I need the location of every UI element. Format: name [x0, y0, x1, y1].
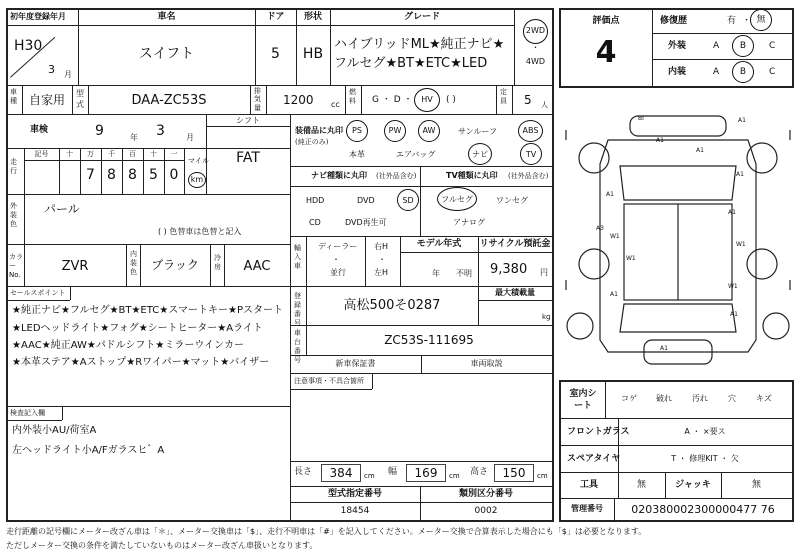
interior-color-label: 内装色 — [130, 250, 137, 277]
grade-label: グレード — [403, 12, 440, 22]
diagram-mark: W1 — [728, 283, 738, 290]
diagram-mark: A1 — [696, 147, 704, 154]
diagram-mark: BI — [638, 115, 644, 122]
recycle-yen: 円 — [540, 268, 548, 277]
first-reg-year: H30 — [14, 38, 43, 54]
sales-point: ★LEDヘッドライト★フォグ★シートヒーター★Aライト — [12, 323, 263, 334]
mgmt-no: 020380002300000477 76 — [631, 503, 775, 516]
shift-label: シフト — [236, 116, 260, 125]
diagram-mark: A1 — [660, 345, 668, 352]
diagram-mark: W1 — [736, 241, 746, 248]
model-label: 型式 — [76, 89, 84, 110]
tools-label: 工具 — [579, 480, 598, 490]
equipment-sub: (純正のみ) — [295, 138, 329, 146]
seat-option: 穴 — [728, 394, 736, 403]
manual: 車両取説 — [470, 359, 503, 368]
tv-type-label: TV種類に丸印 — [446, 171, 498, 180]
repair-yes: 有 — [727, 16, 737, 26]
mgmt-label: 管理番号 — [571, 504, 603, 513]
equipment-aw: AW — [422, 126, 436, 135]
score-label: 評価点 — [592, 16, 620, 26]
length-label: 長さ — [294, 467, 313, 477]
displacement-label: 排気量 — [254, 87, 261, 112]
type-designation-label: 型式指定番号 — [327, 489, 382, 499]
import-dot: ・ — [332, 255, 340, 264]
type-designation: 18454 — [340, 506, 370, 516]
interior-grade-label: 内装 — [668, 67, 687, 77]
diagram-mark: W1 — [626, 255, 636, 262]
steering-right: 右H — [374, 242, 389, 251]
navi-type-label: ナビ種類に丸印 — [311, 171, 367, 180]
mileage-km: km — [190, 175, 204, 184]
import-parallel: 並行 — [330, 268, 346, 277]
reg-no: 高松500そ0287 — [343, 298, 441, 313]
spare-tire-label: スペアタイヤ — [567, 454, 621, 464]
diagram-mark: A1 — [610, 291, 618, 298]
new-warranty: 新車保証書 — [335, 359, 376, 368]
mileage-header: 記号 — [34, 150, 49, 158]
max-load-unit: kg — [542, 313, 551, 321]
sales-point: ★本革ステア★Aストップ★Rワイパー★マット★バイザー — [12, 357, 270, 368]
shape-value: HB — [302, 46, 324, 62]
width-label: 幅 — [388, 467, 398, 477]
equipment-tv: TV — [525, 150, 537, 159]
interior-grade-a: A — [713, 67, 720, 77]
color-no-label: カラーNo. — [9, 253, 23, 280]
doors-value: 5 — [271, 46, 280, 62]
inspection-label: 車検 — [30, 125, 49, 135]
steering-dot: ・ — [378, 255, 386, 264]
capacity-value: 5 — [524, 93, 532, 107]
navi-sd: SD — [402, 196, 414, 205]
navi-dvd-play: DVD再生可 — [345, 218, 387, 227]
inspection-month-unit: 月 — [186, 133, 194, 142]
seat-option: キズ — [756, 394, 772, 403]
mileage-digit: 8 — [128, 167, 137, 183]
diagram-mark: A1 — [730, 311, 738, 318]
usage-value: 自家用 — [28, 93, 65, 107]
front-glass-label: フロントガラス — [567, 427, 630, 437]
jack-label: ジャッキ — [675, 480, 711, 490]
mileage-digit: 7 — [86, 167, 95, 183]
model-year-label: モデル年式 — [416, 239, 462, 249]
mileage-header: 万 — [87, 150, 94, 158]
length-value: 384 — [329, 466, 353, 480]
shift-value: FAT — [236, 150, 260, 166]
diagram-mark: A1 — [728, 209, 736, 216]
first-reg-month: 3 — [48, 63, 55, 76]
reg-no-label: 登録番号 — [294, 292, 301, 328]
diagram-mark: A1 — [606, 191, 614, 198]
grade-line-2: フルセグ★BT★ETC★LED — [334, 56, 488, 71]
equipment-ps: PS — [352, 126, 362, 135]
mileage-unit-mile: マイル — [188, 157, 209, 165]
fuel-paren: ( ) — [446, 95, 456, 105]
car-damage-diagram — [560, 100, 796, 378]
displacement-unit: cc — [331, 100, 340, 109]
shape-label: 形状 — [303, 12, 322, 22]
inspector-note: 左ヘッドライト小A/Fガラスヒ゛A — [12, 445, 165, 456]
height-label: 高さ — [470, 467, 489, 477]
category-value: 0002 — [474, 506, 498, 516]
sales-point: ★純正ナビ★フルセグ★BT★ETC★スマートキー★Pスタート — [12, 305, 284, 316]
drive-4wd: 4WD — [525, 57, 546, 66]
inspection-month: 3 — [156, 123, 165, 139]
mileage-header: 千 — [108, 150, 115, 158]
first-reg-label: 初年度登録年月 — [10, 12, 66, 21]
import-dealer: ディーラー — [318, 242, 358, 251]
cooler-label: 冷房 — [214, 254, 221, 272]
equipment-navi: ナビ — [472, 150, 488, 159]
interior-grade-b: B — [739, 67, 747, 77]
width-unit: cm — [449, 472, 460, 480]
displacement-value: 1200 — [283, 93, 314, 107]
diagram-mark: A1 — [736, 171, 744, 178]
mileage-digit: 5 — [149, 167, 158, 183]
navi-type-sub: (社外品含む) — [376, 172, 417, 180]
first-reg-month-unit: 月 — [64, 70, 72, 79]
footer-note-1: 走行距離の記号欄にメーター改ざん車は「＊」、メーター交換車は「$」、走行不明車は「#」を記入してください。メーター交換で合算表示した場合にも「$」は必要となります。 — [6, 527, 647, 536]
chassis-no: ZC53S-111695 — [384, 333, 474, 347]
seat-option: 破れ — [656, 394, 672, 403]
exterior-color-label: 外装色 — [10, 202, 17, 229]
diagram-mark: A1 — [656, 137, 664, 144]
repair-dot: ・ — [742, 16, 752, 26]
seat-option: コゲ — [621, 394, 637, 403]
interior-color: ブラック — [151, 258, 199, 272]
width-value: 169 — [414, 466, 438, 480]
car-name-label: 車名 — [157, 12, 176, 22]
tv-type-sub: (社外品含む) — [508, 172, 549, 180]
navi-hdd: HDD — [306, 196, 325, 205]
capacity-label: 定員 — [500, 88, 507, 106]
tv-oneseg: ワンセグ — [496, 196, 528, 205]
navi-cd: CD — [309, 218, 321, 227]
equipment-airbag: エアバッグ — [396, 150, 436, 159]
equipment-abs: ABS — [522, 126, 539, 135]
car-name: スイフト — [138, 46, 195, 62]
interior-grade-c: C — [769, 67, 776, 77]
front-glass-value: A ・ ×要ス — [684, 427, 726, 436]
exterior-grade-a: A — [713, 41, 720, 51]
spare-tire-value: T ・ 修理KIT ・ 欠 — [671, 454, 739, 463]
seat-label: 室内シート — [569, 389, 597, 411]
diagram-mark: W1 — [610, 233, 620, 240]
tools-value: 無 — [636, 480, 646, 490]
chassis-label: 車台番号 — [294, 329, 301, 365]
color-change-note: ( ) 色替車は色替と記入 — [158, 227, 242, 236]
inspection-year: 9 — [95, 123, 104, 139]
fuel-label: 燃料 — [349, 88, 356, 106]
inspector-note: 内外装小AU/荷室A — [12, 425, 97, 436]
steering-left: 左H — [374, 268, 389, 277]
category-label: 類別区分番号 — [458, 489, 513, 499]
repair-no: 無 — [756, 15, 766, 25]
model-year-unknown: 不明 — [456, 269, 472, 278]
inspector-label: 検査記入欄 — [10, 409, 45, 417]
jack-value: 無 — [751, 480, 761, 490]
exterior-grade-label: 外装 — [668, 41, 687, 51]
exterior-grade-b: B — [739, 41, 747, 51]
diagram-mark: A1 — [738, 117, 746, 124]
drive-dot: ・ — [531, 43, 540, 52]
model-year-unit: 年 — [432, 269, 440, 278]
mileage-header: 十 — [66, 150, 73, 158]
cooler-value: AAC — [243, 259, 271, 274]
recycle-amount: 9,380 — [490, 262, 528, 277]
import-label: 輸入車 — [294, 244, 301, 271]
equipment-pw: PW — [388, 126, 402, 135]
mileage-digit: 8 — [107, 167, 116, 183]
inspection-year-unit: 年 — [130, 133, 138, 142]
mileage-label: 走行 — [10, 158, 17, 176]
score-value: 4 — [595, 35, 617, 70]
footer-note-2: ただしメーター交換の条件を満たしていないものはメーター改ざん車扱いとなります。 — [6, 541, 318, 550]
usage-label: 車種 — [10, 88, 17, 106]
fuel-hv: HV — [421, 95, 433, 104]
max-load-label: 最大積載量 — [495, 288, 535, 297]
sales-point: ★AAC★純正AW★パドルシフト★ミラーウインカー — [12, 340, 245, 351]
mileage-digit: 0 — [169, 167, 179, 183]
capacity-unit: 人 — [541, 101, 548, 109]
diagram-mark: A3 — [596, 225, 604, 232]
notes-label: 注意事項・不具合箇所 — [294, 377, 364, 385]
sales-points-label: セールスポイント — [10, 289, 66, 297]
fuel-options: G ・ D ・ — [372, 95, 413, 105]
color-no: ZVR — [61, 259, 89, 274]
doors-label: ドア — [266, 12, 285, 22]
repair-label: 修復歴 — [660, 16, 688, 26]
drive-2wd: 2WD — [525, 26, 546, 35]
mileage-header: 十 — [150, 150, 157, 158]
height-value: 150 — [502, 466, 526, 480]
tv-analog: アナログ — [453, 218, 485, 227]
mileage-header: 一 — [170, 150, 178, 158]
equipment-label: 装備品に丸印 — [295, 126, 343, 135]
recycle-label: リサイクル預託金 — [479, 239, 551, 249]
length-unit: cm — [364, 472, 375, 480]
grade-line-1: ハイブリッドML★純正ナビ★ — [334, 37, 505, 52]
exterior-grade-c: C — [769, 41, 776, 51]
mileage-header: 百 — [129, 150, 136, 158]
seat-option: 汚れ — [692, 394, 708, 403]
tv-fullseg: フルセグ — [441, 195, 473, 204]
model-value: DAA-ZC53S — [131, 93, 207, 108]
equipment-leather: 本革 — [349, 150, 365, 159]
exterior-color: パール — [44, 202, 80, 216]
navi-dvd: DVD — [357, 196, 375, 205]
equipment-sunroof: サンルーフ — [458, 127, 497, 136]
height-unit: cm — [537, 472, 548, 480]
